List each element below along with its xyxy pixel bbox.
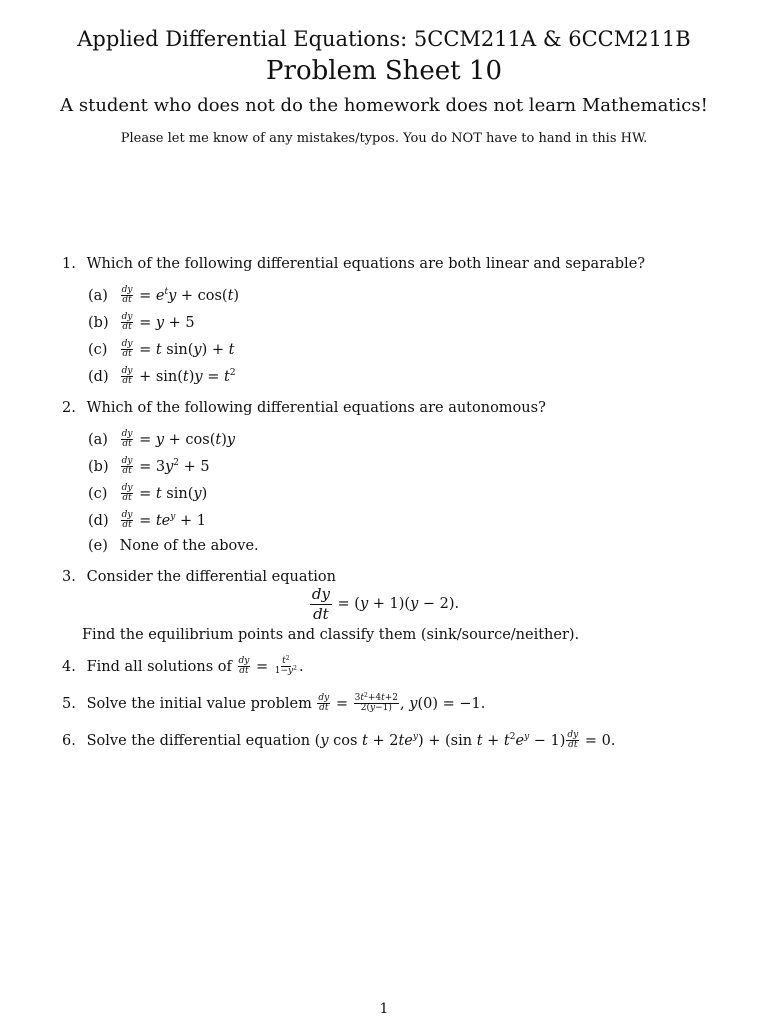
equation: $\frac{dy}{dt}$ = $e^ty + \cos(t)$: [121, 285, 240, 306]
option-label: (b): [88, 314, 109, 331]
q1-option-d: [88, 367, 236, 387]
question-2: [62, 400, 546, 416]
option-label: (c): [88, 341, 108, 358]
question-1: [62, 256, 645, 272]
equation: $\frac{dy}{dt}$ = y + 5: [121, 312, 195, 333]
question-number: 5.: [62, 695, 76, 712]
option-label: (a): [88, 287, 108, 304]
question-number: 4.: [62, 658, 76, 675]
page-number: 1: [379, 1001, 389, 1017]
question-number: 3.: [62, 569, 76, 585]
question-3-followup: Find the equilibrium points and classify them (sink/source/neither).: [82, 627, 580, 643]
equation: $\frac{dy}{dt}$ = $te^y + 1$: [121, 510, 206, 531]
course-title: Applied Differential Equations: 5CCM211A & 6CCM211B: [77, 27, 691, 51]
equation: (y $\cos t + 2te^y) + (\sin$ $t + t^2e^y - 1$) $\frac{dy}{dt}$ = 0.: [314, 730, 616, 751]
option-text: None of the above.: [119, 538, 259, 554]
q2-option-c: [88, 484, 207, 504]
equation: $\frac{dy}{dt}$ = $\frac{t^2}{1-y^2}$ .: [238, 655, 304, 677]
equation: $\frac{dy}{dt}$ = t sin(y): [121, 483, 208, 504]
equation: $\frac{dy}{dt}$ = $3y^2 + 5$: [121, 456, 210, 477]
question-5: [62, 694, 485, 714]
q2-option-a: [88, 430, 235, 450]
question-text: Find all solutions of: [86, 658, 232, 675]
question-4: [62, 657, 304, 677]
question-text: Solve the differential equation: [86, 732, 311, 749]
question-text: Consider the differential equation: [86, 569, 336, 585]
question-text: Which of the following differential equations are both linear and separable?: [86, 256, 646, 272]
q1-option-c: [88, 340, 234, 360]
page-title: Problem Sheet 10: [266, 56, 502, 86]
question-text: Solve the initial value problem: [86, 695, 312, 712]
question-number: 1.: [62, 256, 76, 272]
q1-option-b: [88, 313, 195, 333]
q2-option-e: [88, 538, 259, 554]
equation: $\frac{dy}{dt}$ + $\sin(t)y = t^2$: [121, 366, 236, 387]
option-label: (e): [88, 538, 108, 554]
display-equation: $\frac{dy}{dt}$ = (y + 1)(y − 2).: [311, 585, 460, 623]
motto: A student who does not do the homework does not learn Mathematics!: [60, 95, 708, 116]
hand-in-note: Please let me know of any mistakes/typos. You do NOT have to hand in this HW.: [120, 131, 648, 146]
option-label: (b): [88, 458, 109, 475]
q1-option-a: [88, 286, 239, 306]
option-label: (d): [88, 368, 109, 385]
question-text: Which of the following differential equations are autonomous?: [86, 400, 546, 416]
equation: $\frac{dy}{dt}$ = t sin(y) + t: [121, 339, 235, 360]
question-6: [62, 731, 615, 751]
equation: $\frac{dy}{dt}$ = $\frac{3t^2+4t+2}{2(y-1)}$ , y(0) = −1.: [318, 692, 486, 714]
option-label: (c): [88, 485, 108, 502]
option-label: (a): [88, 431, 108, 448]
q2-option-d: [88, 511, 206, 531]
equation: $\frac{dy}{dt}$ = y + cos(t)y: [121, 429, 236, 450]
question-number: 6.: [62, 732, 76, 749]
option-label: (d): [88, 512, 109, 529]
question-3: [62, 569, 336, 585]
question-number: 2.: [62, 400, 76, 416]
q2-option-b: [88, 457, 210, 477]
